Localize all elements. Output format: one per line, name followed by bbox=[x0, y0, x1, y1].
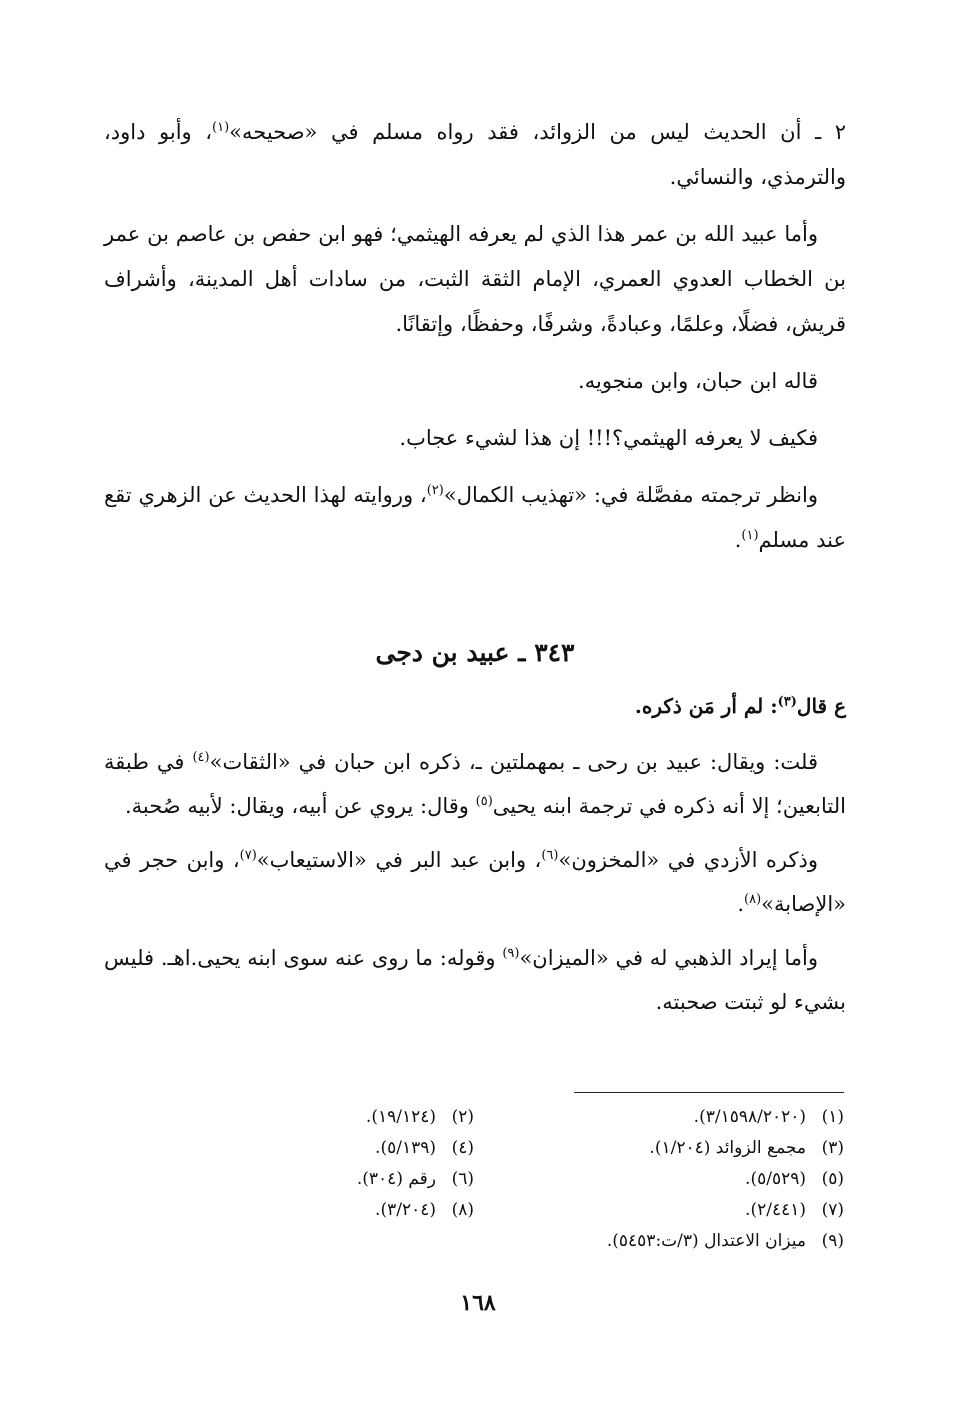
paragraph-6: قلت: ويقال: عبيد بن رحى ـ بمهملتين ـ، ذكره ابن حبان في «الثقات»$^{(٤)}$ في طبقة التابعين؛ إلا أنه ذكره في ترجمة ابنه يحيى$^{(٥)}$ وقال: يروي عن أبيه، ويقال: لأبيه صُحبة. bbox=[104, 750, 846, 818]
footnote-item bbox=[104, 1133, 474, 1164]
paragraph-7: وذكره الأزدي في «المخزون»$^{(٦)}$، وابن عبد البر في «الاستيعاب»$^{(٧)}$، وابن حجر في «الإصابة»$^{(٨)}$. bbox=[104, 848, 846, 916]
main-text-bottom bbox=[104, 740, 846, 1034]
paragraph-2: وأما عبيد الله بن عمر هذا الذي لم يعرفه الهيثمي؛ فهو ابن حفص بن عاصم بن عمر بن الخطاب العدوي العمري، الإمام الثقة الثبت، من سادات أهل المدينة، وأشراف قريش، فضلًا، وعلمًا، وعبادةً، وشرفًا، وحفظًا، وإتقانًا. bbox=[104, 222, 846, 336]
footnote-item bbox=[474, 1133, 844, 1164]
footnote-row bbox=[104, 1164, 844, 1195]
footnote-ref[interactable]: (٨) bbox=[744, 892, 762, 907]
footnote-text: (٣/١٥٩٨/٢٠٢٠). bbox=[693, 1107, 806, 1127]
quote-marker: ع bbox=[834, 694, 846, 718]
footnote-number: (٨) bbox=[451, 1200, 474, 1220]
footnote-text: (١٩/١٢٤). bbox=[365, 1107, 436, 1127]
footnote-text: رقم (٣٠٤). bbox=[356, 1169, 436, 1189]
footnote-text: (٣/٢٠٤). bbox=[375, 1200, 436, 1220]
footnote-ref[interactable]: (٩) bbox=[502, 946, 520, 961]
footnote-number: (٤) bbox=[451, 1138, 474, 1158]
page-number: ١٦٨ bbox=[460, 1290, 496, 1316]
footnote-ref[interactable]: (١) bbox=[212, 120, 230, 135]
footnote-ref[interactable]: (١) bbox=[741, 528, 759, 543]
footnote-ref[interactable]: (٥) bbox=[475, 794, 493, 809]
quote-text: : لم أر مَن ذكره. bbox=[634, 694, 778, 718]
footnote-ref[interactable]: (٣) bbox=[777, 694, 797, 710]
footnote-row bbox=[104, 1226, 844, 1257]
footnote-text: (٥/٥٢٩). bbox=[745, 1169, 806, 1189]
footnote-number: (١) bbox=[821, 1107, 844, 1127]
footnote-item bbox=[104, 1195, 474, 1226]
footnote-text: (٢/٤٤١). bbox=[745, 1200, 806, 1220]
footnote-number: (٦) bbox=[451, 1169, 474, 1189]
footnote-number: (٧) bbox=[821, 1200, 844, 1220]
footnote-item bbox=[474, 1164, 844, 1195]
paragraph-3: قاله ابن حبان، وابن منجويه. bbox=[578, 369, 818, 393]
footnote-row bbox=[104, 1195, 844, 1226]
footnote-ref[interactable]: (٧) bbox=[239, 848, 257, 863]
section-title: ٣٤٣ ـ عبيد بن دجى bbox=[375, 638, 575, 667]
quote-lead: قال bbox=[796, 694, 828, 718]
paragraph-4: فكيف لا يعرفه الهيثمي؟!!! إن هذا لشيء عجاب. bbox=[399, 426, 818, 450]
footnote-row bbox=[104, 1102, 844, 1133]
footnote-text: مجمع الزوائد (١/٢٠٤). bbox=[649, 1138, 806, 1158]
footnote-text: (٥/١٣٩). bbox=[375, 1138, 436, 1158]
footnote-item bbox=[474, 1195, 844, 1226]
footnote-number: (٩) bbox=[821, 1231, 844, 1251]
paragraph-8: وأما إيراد الذهبي له في «الميزان»$^{(٩)}$ وقوله: ما روى عنه سوى ابنه يحيى.اهـ. فليس بشيء لو ثبتت صحبته. bbox=[104, 946, 846, 1014]
footnote-number: (٥) bbox=[821, 1169, 844, 1189]
footnote-item bbox=[474, 1226, 844, 1257]
footnote-ref[interactable]: (٤) bbox=[192, 750, 210, 765]
footnote-divider bbox=[574, 1092, 844, 1093]
footnote-ref[interactable]: (٦) bbox=[541, 848, 559, 863]
footnote-item bbox=[474, 1102, 844, 1133]
paragraph-5: وانظر ترجمته مفصَّلة في: «تهذيب الكمال»$^{(٢)}$، وروايته لهذا الحديث عن الزهري تقع عند مسلم$^{(١)}$. bbox=[104, 483, 846, 552]
footnote-text: ميزان الاعتدال (٣/ت:٥٤٥٣). bbox=[606, 1231, 806, 1251]
footnote-ref[interactable]: (٢) bbox=[426, 483, 444, 498]
footnote-row bbox=[104, 1133, 844, 1164]
footnote-item bbox=[104, 1102, 474, 1133]
main-text-top bbox=[104, 110, 846, 575]
quote-line bbox=[104, 688, 846, 724]
footnotes bbox=[104, 1102, 844, 1257]
footnote-item bbox=[104, 1164, 474, 1195]
paragraph-1: ٢ ـ أن الحديث ليس من الزوائد، فقد رواه مسلم في «صحيحه»$^{(١)}$، وأبو داود، والترمذي، والنسائي. bbox=[104, 120, 846, 189]
footnote-number: (٢) bbox=[451, 1107, 474, 1127]
footnote-number: (٣) bbox=[821, 1138, 844, 1158]
